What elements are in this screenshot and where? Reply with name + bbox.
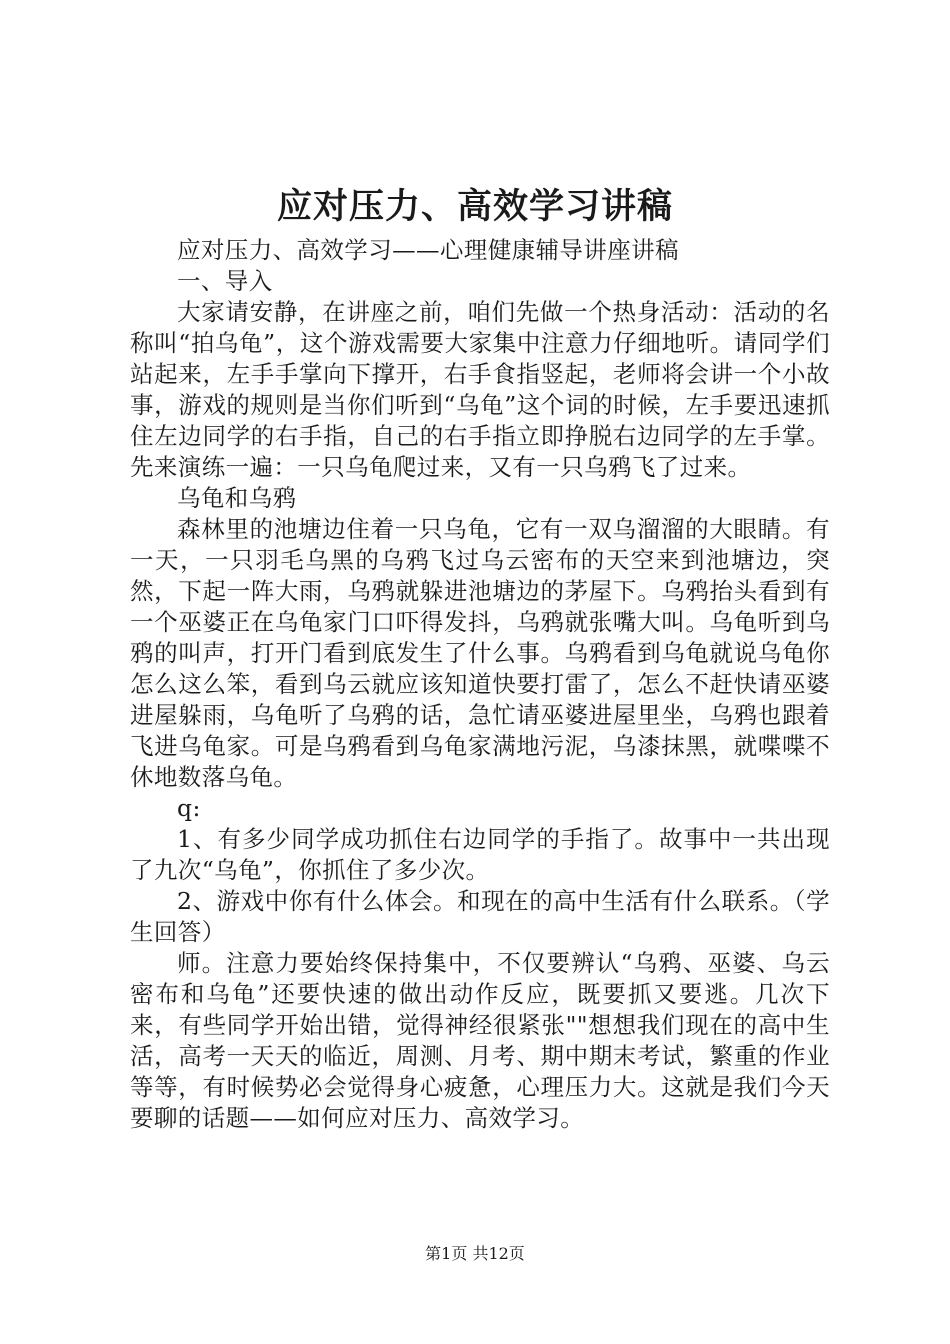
body-paragraph: 大家请安静，在讲座之前，咱们先做一个热身活动：活动的名称叫“拍乌龟”，这个游戏需要大家集中注意力仔细地听。请同学们站起来，左手手掌向下撑开，右手食指竖起，老师将会讲一个小故事，游戏的规则是当你们听到“乌龟”这个词的时候，左手要迅速抓住左边同学的右手指，自己的右手指立即挣脱右边同学的左手掌。先来演练一遍：一只乌龟爬过来，又有一只乌鸦飞了过来。 <box>130 298 830 481</box>
question-item: 1、有多少同学成功抓住右边同学的手指了。故事中一共出现了九次“乌龟”，你抓住了多少次。 <box>130 825 830 884</box>
question-label: q: <box>177 794 201 822</box>
page-footer: 第1页 共12页 <box>425 1244 525 1263</box>
document-body <box>130 235 830 1134</box>
section-heading-intro: 一、导入 <box>177 267 273 295</box>
body-paragraph: 师。注意力要始终保持集中，不仅要辨认“乌鸦、巫婆、乌云密布和乌龟”还要快速的做出动作反应，既要抓又要逃。几次下来，有些同学开始出错，觉得神经很紧张""想想我们现在的高中生活，高考一天天的临近，周测、月考、期中期末考试，繁重的作业等等，有时候势必会觉得身心疲惫，心理压力大。这就是我们今天要聊的话题——如何应对压力、高效学习。 <box>130 949 830 1132</box>
document-title: 应对压力、高效学习讲稿 <box>276 186 673 227</box>
question-item: 2、游戏中你有什么体会。和现在的高中生活有什么联系。（学生回答） <box>130 887 830 946</box>
story-title: 乌龟和乌鸦 <box>177 484 297 512</box>
subtitle-paragraph: 应对压力、高效学习——心理健康辅导讲座讲稿 <box>177 236 679 264</box>
body-paragraph: 森林里的池塘边住着一只乌龟，它有一双乌溜溜的大眼睛。有一天，一只羽毛乌黑的乌鸦飞过乌云密布的天空来到池塘边，突然，下起一阵大雨，乌鸦就躲进池塘边的茅屋下。乌鸦抬头看到有一个巫婆正在乌龟家门口吓得发抖，乌鸦就张嘴大叫。乌龟听到乌鸦的叫声，打开门看到底发生了什么事。乌鸦看到乌龟就说乌龟你怎么这么笨，看到乌云就应该知道快要打雷了，怎么不赶快请巫婆进屋躲雨，乌龟听了乌鸦的话，急忙请巫婆进屋里坐，乌鸦也跟着飞进乌龟家。可是乌鸦看到乌龟家满地污泥，乌漆抹黑，就喋喋不休地数落乌龟。 <box>130 515 830 791</box>
